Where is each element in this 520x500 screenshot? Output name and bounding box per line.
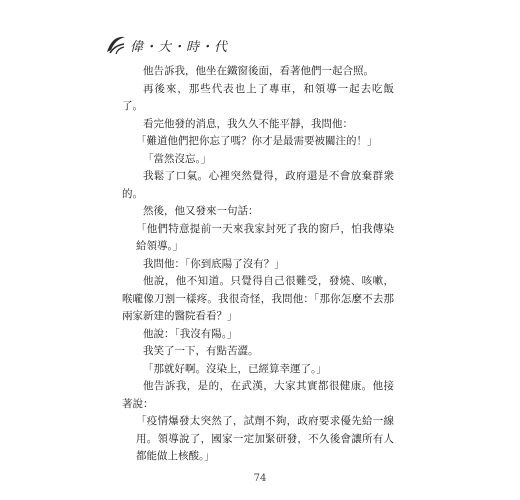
body-paragraph: 我鬆了口氣。心裡突然覺得，政府還是不會放棄群衆的。 (122, 170, 394, 200)
brush-swirl-logo-icon (104, 33, 128, 57)
page-number: 74 (253, 473, 267, 484)
running-header (104, 32, 228, 58)
dialog-paragraph: 「難道他們把你忘了嗎？你才是最需要被關注的！」 (136, 135, 378, 147)
header-title: 偉・大・時・代 (130, 39, 229, 55)
body-paragraph: 「當然沒忘。」 (143, 152, 212, 165)
body-paragraph: 我問他：「你到底陽了沒有？」 (143, 257, 285, 270)
body-paragraph: 我笑了一下，有點苦澀。 (143, 345, 259, 357)
body-paragraph: 他告訴我，他坐在鐵窗後面，看著他們一起合照。 (143, 65, 374, 77)
dialog-paragraph: 「疫情爆發太突然了，試劑不夠，政府要求優先給一線用。領導說了，國家一定加緊研發，不久後會讓所有人都能做上核酸。」 (136, 415, 394, 462)
body-paragraph: 然後，他又發來一句話： (143, 205, 259, 217)
body-paragraph: 他說：「我沒有陽。」 (143, 327, 238, 340)
body-paragraph: 「那就好啊。沒染上，已經算幸運了。」 (143, 362, 327, 375)
dialog-paragraph: 「他們特意提前一天來我家封死了我的窗戶，怕我傳染給領導。」 (136, 222, 394, 252)
page-body-text (122, 63, 394, 466)
body-paragraph: 他告訴我，是的，在武漢，大家其實都很健康。他接著說： (122, 380, 394, 410)
body-paragraph: 再後來，那些代表也上了專車，和領導一起去吃飯了。 (122, 82, 394, 112)
body-paragraph: 他說，他不知道。只覺得自己很難受，發燒、咳嗽，喉嚨像刀割一樣疼。我很奇怪，我問他：「那你怎麼不去那兩家新建的醫院看看？」 (122, 275, 394, 322)
body-paragraph: 看完他發的消息，我久久不能平靜，我問他： (143, 117, 353, 130)
